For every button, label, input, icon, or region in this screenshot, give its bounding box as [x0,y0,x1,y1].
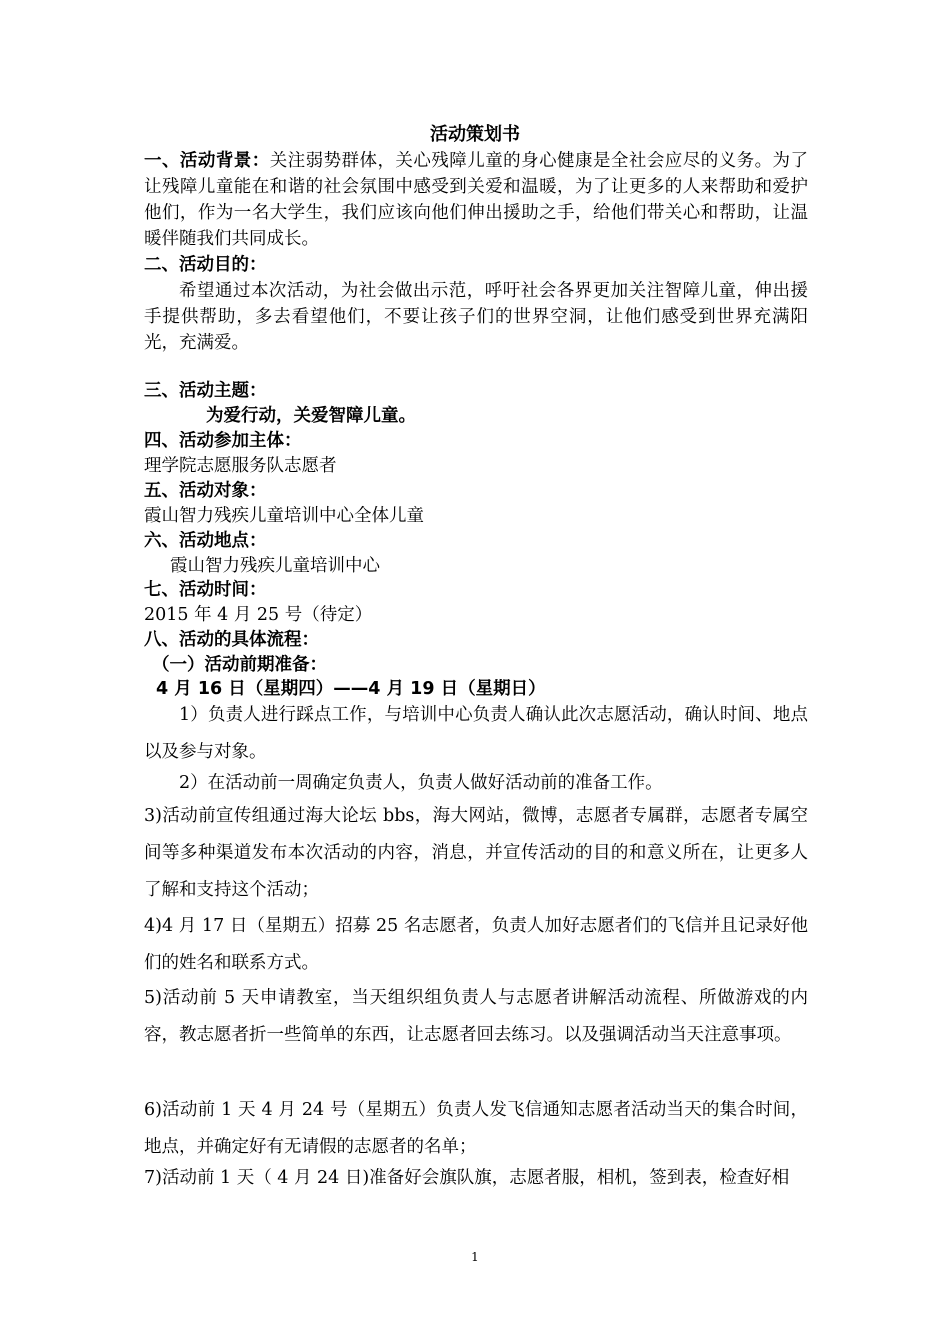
section-heading: 六、活动地点： [144,531,267,551]
activity-theme: 为爱行动，关爱智障儿童。 [206,406,416,426]
section-text: 理学院志愿服务队志愿者 [144,456,337,476]
list-item: 2）在活动前一周确定负责人，负责人做好活动前的准备工作。 [179,773,663,793]
date-range: 4 月 16 日（星期四）——4 月 19 日（星期日） [156,679,546,699]
section-text: 2015 年 4 月 25 号（待定） [144,605,373,625]
section-heading: 三、活动主题： [144,381,267,401]
section-text: 希望通过本次活动，为社会做出示范，呼吁社会各界更加关注智障儿童，伸出援手提供帮助，多去看望他们，不要让孩子们的世界空洞，让他们感受到世界充满阳光，充满爱。 [144,281,808,353]
list-item: 6)活动前 1 天 4 月 24 号（星期五）负责人发飞信通知志愿者活动当天的集合时间，地点，并确定好有无请假的志愿者的名单； [144,1100,808,1157]
list-item: 1）负责人进行踩点工作，与培训中心负责人确认此次志愿活动，确认时间、地点以及参与对象。 [144,705,808,762]
section-heading: 一、活动背景： [144,151,270,171]
section-heading: 五、活动对象： [144,481,267,501]
section-background [144,148,808,252]
section-text: 关注弱势群体，关心残障儿童的身心健康是全社会应尽的义务。为了让残障儿童能在和谐的社会氛围中感受到关爱和温暖，为了让更多的人来帮助和爱护他们，作为一名大学生，我们应该向他们伸出援助之手，给他们带关心和帮助，让温暖伴随我们共同成长。 [144,151,809,249]
list-item: 4)4 月 17 日（星期五）招募 25 名志愿者，负责人加好志愿者们的飞信并且记录好他们的姓名和联系方式。 [144,916,808,973]
list-item: 7)活动前 1 天（ 4 月 24 日)准备好会旗队旗，志愿者服，相机，签到表，检查好相 [144,1168,790,1188]
section-heading: 四、活动参加主体： [144,431,302,451]
section-heading: 八、活动的具体流程： [144,630,319,650]
subsection-heading: （一）活动前期准备： [152,655,327,675]
list-item: 5)活动前 5 天申请教室，当天组织组负责人与志愿者讲解活动流程、所做游戏的内容，教志愿者折一些简单的东西，让志愿者回去练习。以及强调活动当天注意事项。 [144,988,808,1045]
section-heading: 七、活动时间： [144,580,267,600]
list-item: 3)活动前宣传组通过海大论坛 bbs，海大网站，微博，志愿者专属群，志愿者专属空间等多种渠道发布本次活动的内容，消息，并宣传活动的目的和意义所在，让更多人了解和支持这个活动； [144,806,808,900]
document-title: 活动策划书 [430,124,520,145]
page-number: 1 [471,1250,479,1264]
section-text: 霞山智力残疾儿童培训中心全体儿童 [144,506,424,526]
section-text: 霞山智力残疾儿童培训中心 [170,556,380,576]
section-heading: 二、活动目的： [144,255,267,275]
